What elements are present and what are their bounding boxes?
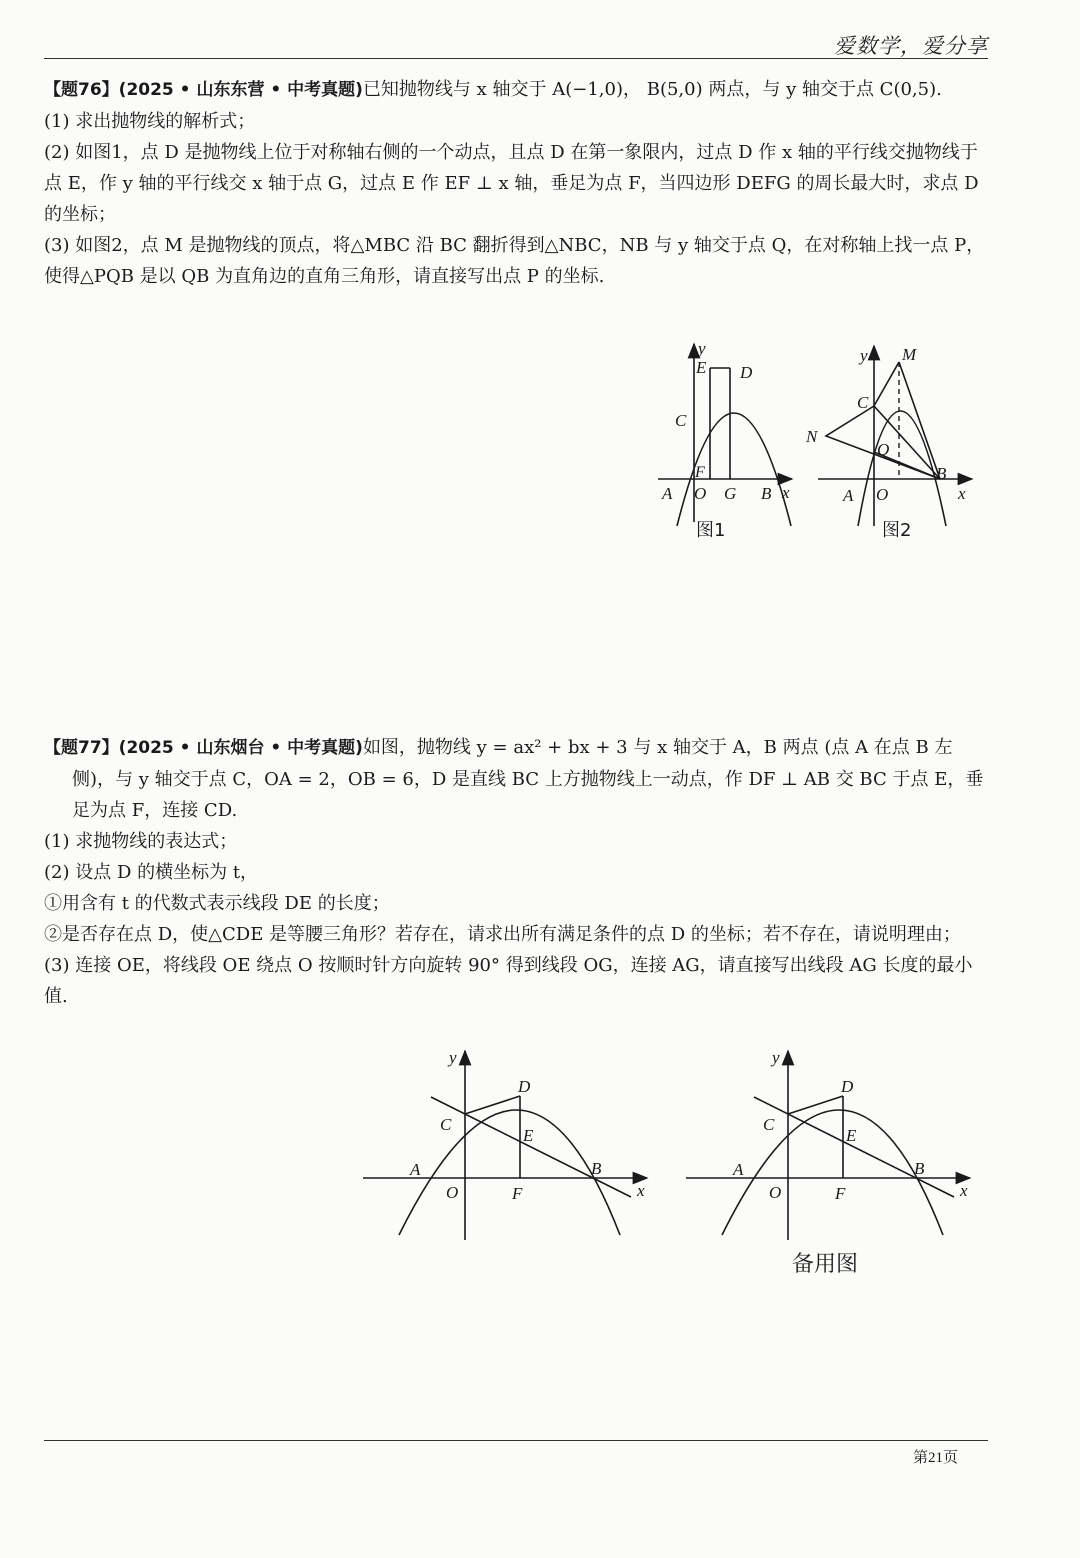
label-b: B xyxy=(761,484,772,503)
label-e: E xyxy=(523,1126,534,1145)
label-c: C xyxy=(857,393,869,412)
label-b: B xyxy=(914,1159,925,1178)
label-x: x xyxy=(960,1181,968,1200)
label-e: E xyxy=(846,1126,857,1145)
problem-76-q1: (1) 求出抛物线的解析式； xyxy=(44,111,256,132)
label-b: B xyxy=(936,464,947,483)
label-e: E xyxy=(696,358,707,377)
problem-77-stem-text: 如图，抛物线 y = ax² + bx + 3 与 x 轴交于 A，B 两点 (点 A 在点 B 左侧)，与 y 轴交于点 C，OA = 2，OB = 6，D 是直线 BC 上方抛物线上一动点，作 DF ⊥ AB 交 BC 于点 E，垂足为点 F，连接 CD. xyxy=(72,737,984,821)
problem-76-q2: (2) 如图1，点 D 是抛物线上位于对称轴右侧的一个动点，且点 D 在第一象限内，过点 D 作 x 轴的平行线交抛物线于点 E，作 y 轴的平行线交 x 轴于点 G，过点 E 作 EF ⊥ x 轴，垂足为点 F，当四边形 DEFG 的周长最大时，求点 D 的坐标； xyxy=(44,142,979,225)
label-m: M xyxy=(902,345,917,364)
problem-76-stem-text: 已知抛物线与 x 轴交于 A(−1,0)， B(5,0) 两点，与 y 轴交于点 C(0,5). xyxy=(362,79,942,100)
label-c: C xyxy=(440,1115,452,1134)
segment-cd xyxy=(465,1096,520,1114)
label-g: G xyxy=(724,484,737,503)
problem-77-q2a: ①用含有 t 的代数式表示线段 DE 的长度； xyxy=(44,893,390,914)
label-a: A xyxy=(843,486,854,505)
label-o: O xyxy=(446,1183,459,1202)
header-rule xyxy=(44,58,988,59)
parabola xyxy=(858,411,946,526)
problem-77-source: (2025 • 山东烟台 • 中考真题) xyxy=(118,738,363,758)
label-x: x xyxy=(637,1181,645,1200)
parabola xyxy=(399,1110,620,1235)
problem-76-figure-2 xyxy=(800,336,980,546)
label-y: y xyxy=(860,346,868,365)
segment-mb xyxy=(899,362,940,479)
problem-77-q2b: ②是否存在点 D，使△CDE 是等腰三角形？若存在，请求出所有满足条件的点 D 的坐标；若不存在，请说明理由； xyxy=(44,924,961,945)
problem-77-spare-figure xyxy=(680,1045,985,1285)
parabola xyxy=(722,1110,943,1235)
label-c: C xyxy=(675,411,687,430)
problem-77-stem xyxy=(44,732,988,826)
problem-77 xyxy=(44,732,988,1012)
label-y: y xyxy=(772,1048,780,1067)
label-c: C xyxy=(763,1115,775,1134)
label-f: F xyxy=(695,464,705,481)
label-d: D xyxy=(740,363,753,382)
problem-76 xyxy=(44,74,988,292)
label-a: A xyxy=(733,1160,744,1179)
label-y: y xyxy=(698,339,706,358)
problem-76-q3: (3) 如图2，点 M 是抛物线的顶点，将△MBC 沿 BC 翻折得到△NBC，NB 与 y 轴交于点 Q，在对称轴上找一点 P，使得△PQB 是以 QB 为直角边的直角三角形，请直接写出点 P 的坐标. xyxy=(44,235,985,287)
label-b: B xyxy=(591,1159,602,1178)
figure-1-caption: 图1 xyxy=(696,520,726,541)
problem-76-tag: 【题76】 xyxy=(44,80,119,100)
header-motto: 爱数学，爱分享 xyxy=(834,34,988,58)
label-d: D xyxy=(841,1077,854,1096)
figure-2-caption: 图2 xyxy=(882,520,912,541)
problem-76-stem xyxy=(44,74,988,106)
label-y: y xyxy=(449,1048,457,1067)
problem-76-figure-1 xyxy=(650,336,810,546)
label-n: N xyxy=(806,427,818,446)
footer-rule xyxy=(44,1440,988,1441)
label-q: Q xyxy=(877,440,890,459)
label-o: O xyxy=(769,1183,782,1202)
problem-77-q2: (2) 设点 D 的横坐标为 t， xyxy=(44,862,259,883)
problem-77-q3: (3) 连接 OE，将线段 OE 绕点 O 按顺时针方向旋转 90° 得到线段 OG，连接 AG，请直接写出线段 AG 长度的最小值. xyxy=(44,955,973,1007)
label-x: x xyxy=(782,483,790,502)
label-d: D xyxy=(518,1077,531,1096)
label-f: F xyxy=(512,1184,523,1203)
problem-77-q1: (1) 求抛物线的表达式； xyxy=(44,831,238,852)
problem-77-tag: 【题77】 xyxy=(44,738,119,758)
segment-mc xyxy=(874,362,899,406)
problem-76-source: (2025 • 山东东营 • 中考真题) xyxy=(118,80,363,100)
label-x: x xyxy=(958,484,966,503)
page-number: 第21页 xyxy=(912,1450,958,1466)
segment-cd xyxy=(788,1096,843,1114)
label-a: A xyxy=(410,1160,421,1179)
problem-77-figure xyxy=(355,1045,660,1245)
label-o: O xyxy=(876,485,889,504)
label-o: O xyxy=(694,484,707,503)
label-a: A xyxy=(662,484,673,503)
spare-figure-caption: 备用图 xyxy=(792,1252,859,1277)
label-f: F xyxy=(835,1184,846,1203)
